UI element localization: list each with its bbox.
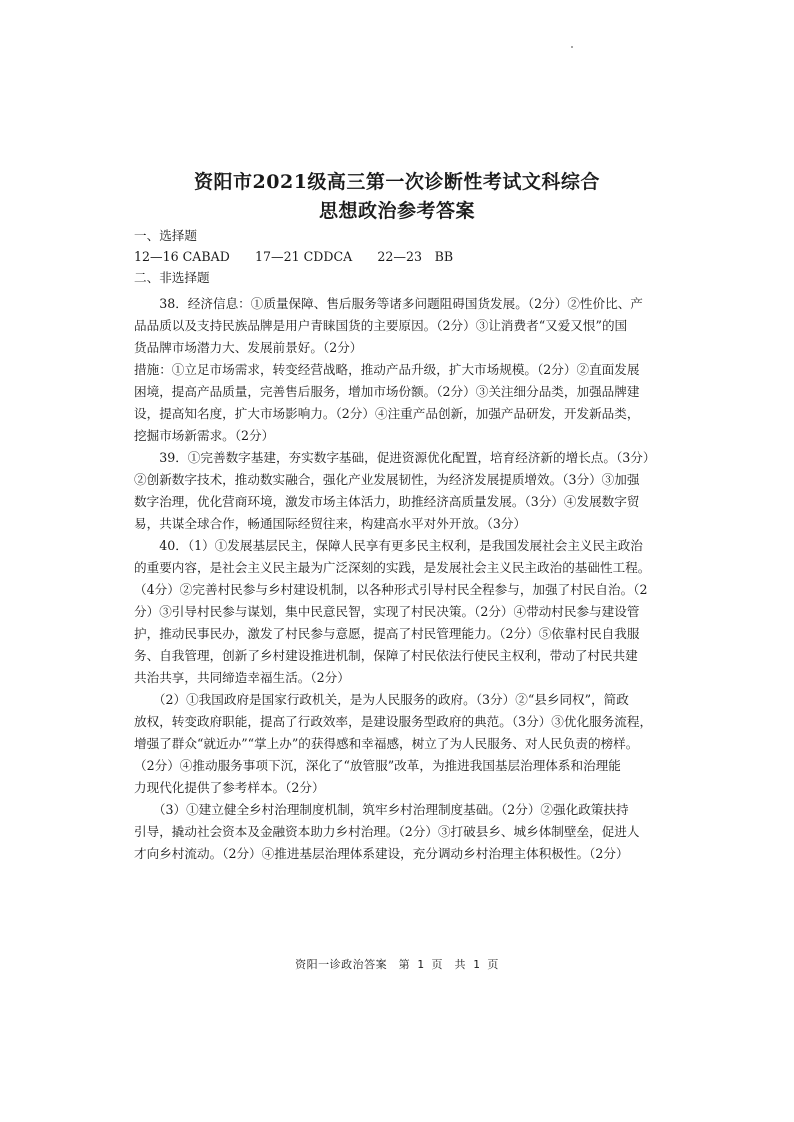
scan-dot — [571, 46, 573, 48]
answer-line: （4分）②完善村民参与乡村建设机制，以各种形式引导村民全程参与，加强了村民自治。（2 — [134, 582, 648, 597]
answer-line: （3）①建立健全乡村治理制度机制，筑牢乡村治理制度基础。（2分）②强化政策扶持 — [134, 802, 629, 817]
answer-line: 增强了群众“就近办”“掌上办”的获得感和幸福感，树立了为人民服务、对人民负责的榜样。 — [134, 736, 639, 751]
page-title: 资阳市2021级高三第一次诊断性考试文科综合 — [194, 171, 600, 193]
answer-line: 力现代化提供了参考样本。（2分） — [134, 780, 325, 795]
answer-line: 数字治理，优化营商环境，激发市场主体活力，助推经济高质量发展。（3分）④发展数字贸 — [134, 494, 640, 509]
answer-line: 39．①完善数字基建，夯实数字基础，促进资源优化配置，培育经济新的增长点。（3分） — [134, 450, 656, 465]
answer-line: 共治共享，共同缔造幸福生活。（2分） — [134, 670, 350, 685]
answer-line: （2分）④推动服务事项下沉，深化了“放管服”改革，为推进我国基层治理体系和治理能 — [134, 758, 621, 773]
answer-line: 措施：①立足市场需求，转变经营战略，推动产品升级，扩大市场规模。（2分）②直面发展 — [134, 362, 640, 377]
answer-line: 易，共谋全球合作，畅通国际经贸往来，构建高水平对外开放。（3分） — [134, 516, 527, 531]
answer-line: ②创新数字技术，推动数实融合，强化产业发展韧性，为经济发展提质增效。（3分）③加强 — [134, 472, 640, 487]
answer-line: 货品牌市场潜力大、发展前景好。（2分） — [134, 340, 363, 355]
answer-line: 的重要内容，是社会主义民主最为广泛深刻的实践，是发展社会主义民主政治的基础性工程。 — [134, 560, 651, 575]
answer-line: 挖掘市场新需求。（2分） — [134, 428, 275, 443]
page-footer: 资阳一诊政治答案 第 1 页 共 1 页 — [295, 958, 499, 971]
answer-line: 设，提高知名度，扩大市场影响力。（2分）④注重产品创新，加强产品研发，开发新品类， — [134, 406, 640, 421]
answer-line: 二、非选择题 — [134, 270, 210, 285]
answer-line: 38．经济信息：①质量保障、售后服务等诸多问题阻碍国货发展。（2分）②性价比、产 — [134, 296, 643, 311]
answer-line: （2）①我国政府是国家行政机关，是为人民服务的政府。（3分）②“县乡同权”，简政 — [134, 692, 629, 707]
answer-line: 一、选择题 — [134, 228, 197, 243]
answer-line: 品品质以及支持民族品牌是用户青睐国货的主要原因。（2分）③让消费者“又爱又恨”的国 — [134, 318, 628, 333]
answer-line: 务、自我管理，创新了乡村建设推进机制，保障了村民依法行使民主权利，带动了村民共建 — [134, 648, 638, 663]
page-subtitle: 思想政治参考答案 — [318, 200, 475, 222]
answer-line: 12—16 CABAD 17—21 CDDCA 22—23 BB — [134, 249, 454, 264]
answer-line: 分）③引导村民参与谋划，集中民意民智，实现了村民决策。（2分）④带动村民参与建设管 — [134, 604, 640, 619]
answer-line: 护，推动民事民办，激发了村民参与意愿，提高了村民管理能力。（2分）⑤依靠村民自我服 — [134, 626, 640, 641]
answer-line: 困境，提高产品质量，完善售后服务，增加市场份额。（2分）③关注细分品类，加强品牌建 — [134, 384, 640, 399]
answer-line: 放权，转变政府职能，提高了行政效率，是建设服务型政府的典范。（3分）③优化服务流程， — [134, 714, 653, 729]
answer-line: 才向乡村流动。（2分）④推进基层治理体系建设，充分调动乡村治理主体积极性。（2分） — [134, 846, 629, 861]
answer-line: 40．（1）①发展基层民主，保障人民享有更多民主权利，是我国发展社会主义民主政治 — [134, 538, 643, 553]
answer-line: 引导，撬动社会资本及金融资本助力乡村治理。（2分）③打破县乡、城乡体制壁垒，促进人 — [134, 824, 640, 839]
